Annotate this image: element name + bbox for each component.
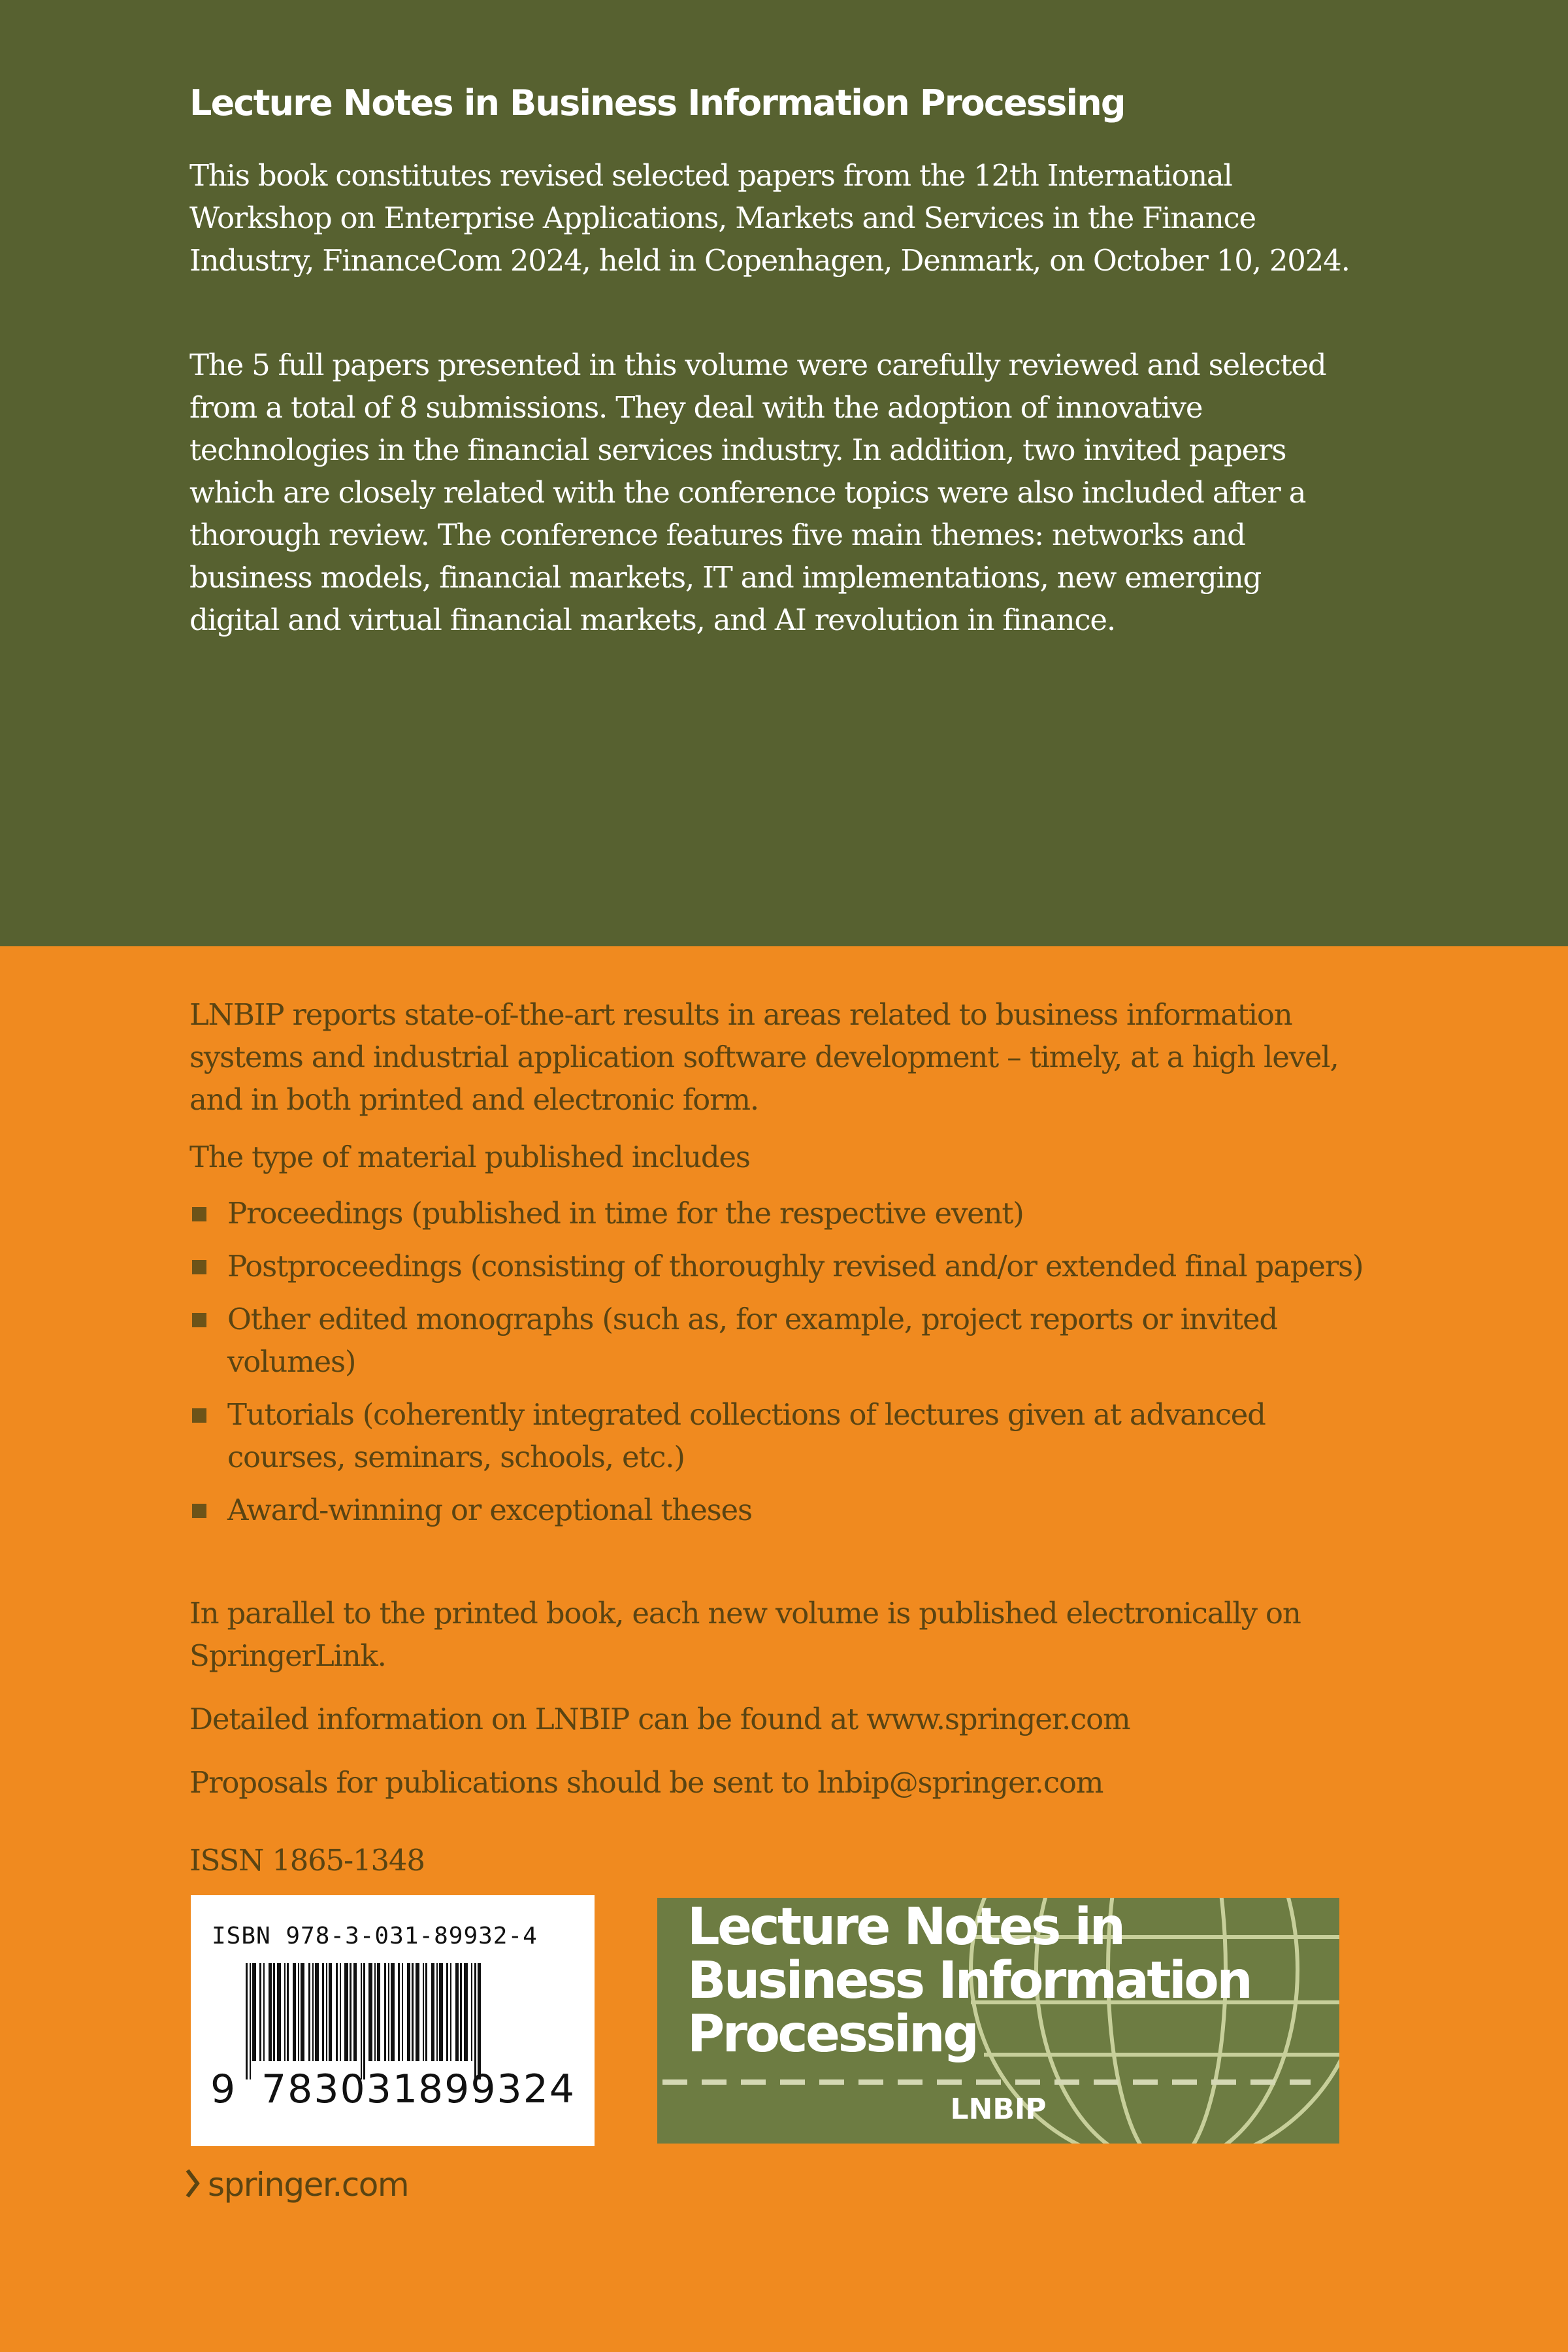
list-item	[189, 1298, 1365, 1383]
material-types-heading: The type of material published includes	[189, 1140, 750, 1174]
bullet-square-icon	[192, 1313, 206, 1327]
list-item-text: Other edited monographs (such as, for example, project reports or invited volumes)	[227, 1302, 1278, 1379]
top-panel	[0, 0, 1568, 946]
list-item-text: Award-winning or exceptional theses	[227, 1493, 752, 1527]
list-item	[189, 1192, 1365, 1234]
proposals-note: Proposals for publications should be sent to lnbip@springer.com	[189, 1765, 1103, 1800]
isbn-barcode	[191, 1895, 595, 2146]
ean-right-digits: 899324	[418, 2066, 576, 2112]
electronic-publication-note: In parallel to the printed book, each new volume is published electronically on SpringerLink.	[189, 1596, 1301, 1673]
issn-number: ISSN 1865-1348	[189, 1843, 425, 1878]
bullet-square-icon	[192, 1504, 206, 1518]
logo-title: Lecture Notes in Business Information Processing	[687, 1898, 1251, 2064]
list-item-text: Proceedings (published in time for the respective event)	[227, 1196, 1024, 1231]
ean-left-digits: 783031	[261, 2066, 419, 2112]
series-title: Lecture Notes in Business Information Processing	[189, 82, 1125, 124]
book-description-paragraph-1: This book constitutes revised selected papers from the 12th International Workshop on Enterprise Applications, Markets and Services in the Finance Industry, FinanceCom 2024, held in Copenhagen, Denmark, on October 10, 2024.	[189, 158, 1350, 278]
springer-link-text: springer.com	[208, 2166, 409, 2204]
chevron-right-icon	[184, 2167, 201, 2200]
springer-website-link[interactable]	[184, 2166, 408, 2204]
list-item-text: Tutorials (coherently integrated collections of lectures given at advanced courses, seminars, schools, etc.)	[227, 1397, 1266, 1474]
lnbip-series-logo	[657, 1898, 1339, 2144]
detailed-info-note: Detailed information on LNBIP can be found at www.springer.com	[189, 1702, 1130, 1736]
material-types-list	[189, 1192, 1365, 1542]
list-item	[189, 1245, 1365, 1287]
series-intro-paragraph: LNBIP reports state-of-the-art results in areas related to business information systems and industrial application software development – timely, at a high level, and in both printed and electronic form.	[189, 997, 1339, 1117]
list-item-text: Postproceedings (consisting of thoroughly revised and/or extended final papers)	[227, 1249, 1364, 1284]
logo-abbreviation: LNBIP	[950, 2093, 1047, 2126]
bullet-square-icon	[192, 1408, 206, 1423]
list-item	[189, 1393, 1365, 1478]
list-item	[189, 1489, 1365, 1531]
isbn-label: ISBN 978-3-031-89932-4	[212, 1923, 538, 1949]
bullet-square-icon	[192, 1260, 206, 1274]
bullet-square-icon	[192, 1207, 206, 1221]
ean-first-digit: 9	[210, 2066, 236, 2112]
book-description-paragraph-2: The 5 full papers presented in this volume were carefully reviewed and selected from a total of 8 submissions. They deal with the adoption of innovative technologies in the financial services industry. In addition, two invited papers which are closely related with the conference topics were also included after a thorough review. The conference features five main themes: networks and business models, financial markets, IT and implementations, new emerging digital and virtual financial markets, and AI revolution in finance.	[189, 348, 1326, 637]
